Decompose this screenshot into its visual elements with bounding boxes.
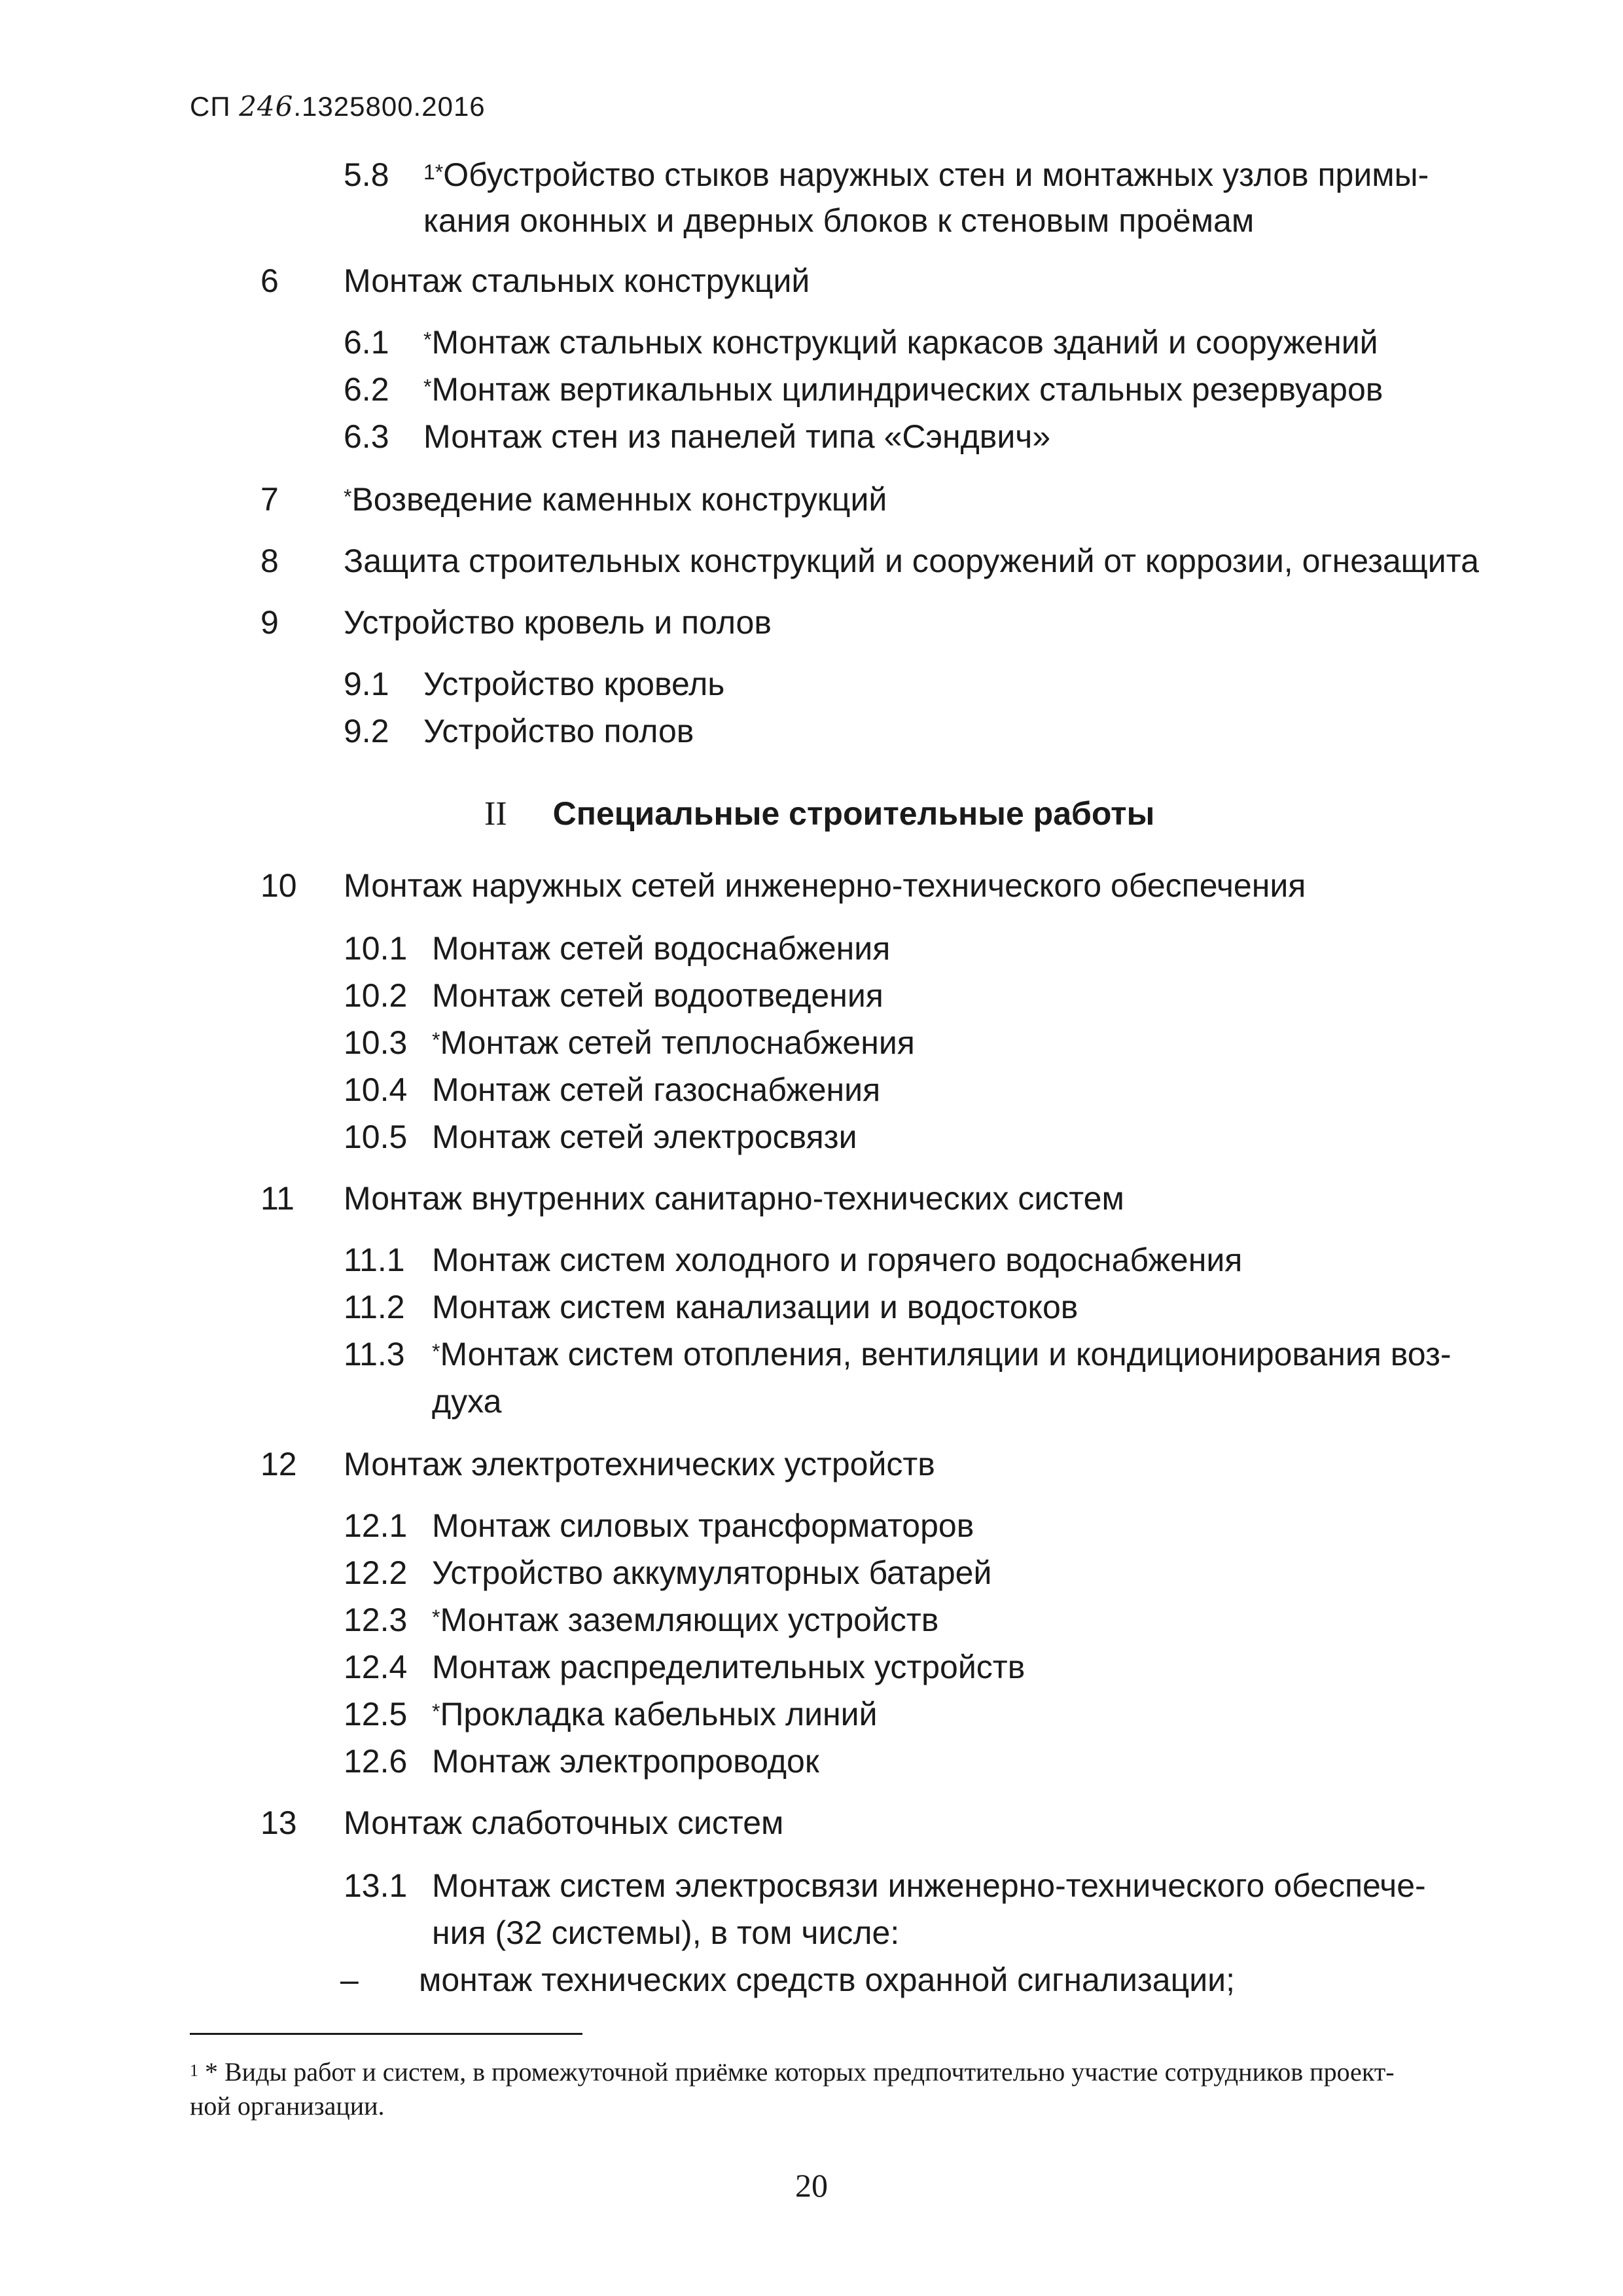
item-number: 9	[260, 604, 279, 641]
item-number: 12.2	[344, 1554, 408, 1591]
document-code	[190, 90, 486, 122]
item-text: Монтаж внутренних санитарно-технических систем	[344, 1180, 1124, 1217]
item-text: Устройство аккумуляторных батарей	[432, 1554, 992, 1591]
item-mark: *	[344, 485, 352, 509]
item-number: 11	[260, 1180, 294, 1217]
footnote-star: *	[205, 2057, 218, 2087]
item-number: 11.1	[344, 1242, 405, 1278]
item-text: Монтаж слаботочных систем	[344, 1804, 784, 1841]
item-number: 6.1	[344, 324, 389, 361]
item-number: 5.8	[344, 156, 389, 193]
section-number: II	[484, 795, 507, 833]
item-label: Прокладка кабельных линий	[440, 1696, 878, 1732]
item-number: 12.4	[344, 1649, 408, 1685]
section-title	[484, 793, 1154, 834]
item-label: Монтаж вертикальных цилиндрических стальных резервуаров	[431, 371, 1383, 408]
item-number: 12.1	[344, 1507, 408, 1544]
item-text: Устройство полов	[423, 713, 694, 749]
section-label: Специальные строительные работы	[552, 795, 1155, 832]
footnote-text-cont: ной организации.	[190, 2091, 385, 2121]
item-label: Монтаж систем отопления, вентиляции и кондиционирования воз-	[440, 1336, 1452, 1372]
item-text: Защита строительных конструкций и сооружений от коррозии, огнезащита	[344, 543, 1479, 579]
item-text: Устройство кровель и полов	[344, 604, 772, 641]
item-number: 10.5	[344, 1119, 408, 1155]
item-text: Монтаж стальных конструкций	[344, 262, 810, 299]
item-label: Монтаж сетей теплоснабжения	[440, 1024, 915, 1061]
item-text: Монтаж электротехнических устройств	[344, 1446, 935, 1482]
item-text: ния (32 системы), в том числе:	[432, 1914, 900, 1951]
footnote-text: Виды работ и систем, в промежуточной приёмке которых предпочтительно участие сотрудников проект-	[224, 2057, 1395, 2087]
item-text	[423, 154, 1429, 195]
item-text	[344, 479, 887, 520]
item-text: Монтаж силовых трансформаторов	[432, 1507, 974, 1544]
item-text	[423, 369, 1383, 410]
item-text: Монтаж систем электросвязи инженерно-технического обеспече-	[432, 1867, 1426, 1904]
item-number: 10.1	[344, 930, 408, 967]
item-number: 13.1	[344, 1867, 408, 1904]
item-number: 12	[260, 1446, 297, 1482]
item-mark: *	[432, 1028, 440, 1052]
item-number: 9.1	[344, 666, 389, 702]
item-text	[432, 1600, 938, 1640]
item-number: 7	[260, 481, 279, 518]
item-number: 8	[260, 543, 279, 579]
item-text: Монтаж распределительных устройств	[432, 1649, 1026, 1685]
item-mark: *	[423, 375, 432, 399]
item-text: Монтаж сетей электросвязи	[432, 1119, 857, 1155]
item-number: 11.2	[344, 1289, 405, 1325]
item-number: 10	[260, 867, 297, 904]
item-text: Монтаж наружных сетей инженерно-технического обеспечения	[344, 867, 1306, 904]
item-number: 6.2	[344, 371, 389, 408]
item-number: 10.2	[344, 977, 408, 1014]
item-text: Монтаж систем холодного и горячего водоснабжения	[432, 1242, 1243, 1278]
item-number: 11.3	[344, 1336, 405, 1372]
item-label: Монтаж заземляющих устройств	[440, 1602, 939, 1638]
doc-code-suffix: .1325800.2016	[293, 91, 486, 122]
doc-code-handwritten: 246	[239, 90, 294, 122]
item-text: Монтаж сетей водоотведения	[432, 977, 883, 1014]
item-text: Устройство кровель	[423, 666, 725, 702]
item-text	[432, 1022, 915, 1063]
item-number: 13	[260, 1804, 297, 1841]
item-mark: *	[432, 1700, 440, 1723]
item-number: 12.6	[344, 1743, 408, 1780]
item-number: 12.5	[344, 1696, 408, 1732]
item-text: кания оконных и дверных блоков к стеновым проёмам	[423, 202, 1255, 239]
item-number: 12.3	[344, 1602, 408, 1638]
item-label: Возведение каменных конструкций	[351, 481, 887, 518]
item-number: 9.2	[344, 713, 389, 749]
item-text: Монтаж систем канализации и водостоков	[432, 1289, 1079, 1325]
doc-code-prefix: СП	[190, 91, 231, 122]
item-mark: *	[432, 1605, 440, 1629]
item-number: 6	[260, 262, 279, 299]
item-text: Монтаж стен из панелей типа «Сэндвич»	[423, 418, 1051, 455]
item-text: Монтаж сетей водоснабжения	[432, 930, 891, 967]
page-number: 20	[795, 2167, 828, 2204]
item-mark: 1*	[423, 160, 444, 184]
item-text: Монтаж электропроводок	[432, 1743, 819, 1780]
item-number: 10.3	[344, 1024, 408, 1061]
item-number: 6.3	[344, 418, 389, 455]
footnote	[190, 2055, 1453, 2123]
item-text	[423, 322, 1378, 363]
item-mark: *	[423, 328, 432, 351]
item-label: Монтаж стальных конструкций каркасов зданий и сооружений	[431, 324, 1378, 361]
item-text: монтаж технических средств охранной сигнализации;	[419, 1962, 1235, 1998]
item-text: Монтаж сетей газоснабжения	[432, 1071, 881, 1108]
item-number: 10.4	[344, 1071, 408, 1108]
item-text	[432, 1694, 878, 1734]
item-text	[432, 1334, 1452, 1374]
dash-bullet: –	[340, 1962, 359, 1998]
footnote-mark: 1	[190, 2061, 198, 2080]
footnote-divider	[190, 2033, 582, 2035]
item-mark: *	[432, 1340, 440, 1363]
item-text: духа	[432, 1383, 502, 1420]
item-label: Обустройство стыков наружных стен и монтажных узлов примы-	[443, 156, 1429, 193]
